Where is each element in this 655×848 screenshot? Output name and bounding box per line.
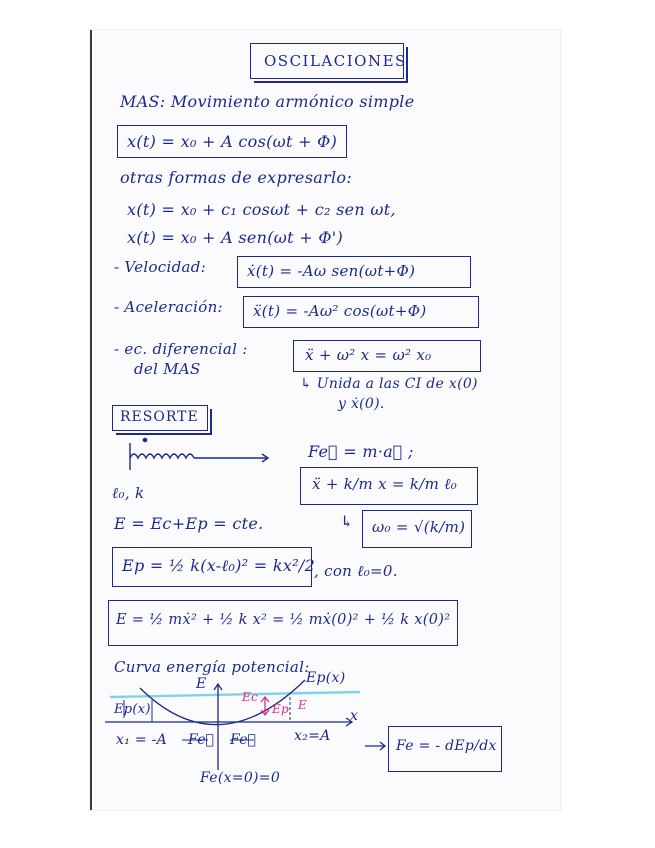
resorte-heading: RESORTE — [120, 409, 199, 425]
acceleration-label: - Aceleración: — [114, 298, 223, 316]
fe-equation: Fe⃗ = m·a⃗ ; — [308, 442, 414, 461]
page-title: OSCILACIONES — [264, 52, 407, 70]
energy-equation: E = Ec+Ep = cte. — [114, 514, 264, 533]
fe-left-label: Fe⃗ — [188, 732, 215, 748]
x-axis-label: x — [350, 708, 359, 724]
fe-deriv-equation: Fe = - dEp/dx — [396, 738, 497, 754]
curve-heading: Curva energía potencial: — [114, 658, 310, 676]
e-axis-label: E — [196, 676, 207, 692]
ep-left-label: Ep(x) — [114, 702, 151, 717]
unique-note-2: y ẋ(0). — [338, 396, 385, 412]
velocity-label: - Velocidad: — [114, 258, 206, 276]
velocity-equation: ẋ(t) = -Aω sen(ωt+Φ) — [247, 262, 416, 280]
spring-icon — [130, 438, 268, 470]
mas-heading: MAS: Movimiento armónico simple — [120, 92, 415, 111]
epx-curve-label: Ep(x) — [306, 670, 346, 686]
ec-label: Ec — [242, 690, 259, 704]
omega-equation: ω₀ = √(k/m) — [372, 518, 466, 536]
diff-eq-label-2: del MAS — [134, 360, 201, 378]
spring-equation: ẍ + k/m x = k/m ℓ₀ — [312, 475, 458, 493]
ep-condition: , con ℓ₀=0. — [314, 562, 398, 580]
diff-equation: ẍ + ω² x = ω² x₀ — [305, 346, 432, 364]
other-forms-label: otras formas de expresarlo: — [120, 168, 353, 187]
ep-equation: Ep = ½ k(x-ℓ₀)² = kx²/2 — [122, 556, 316, 575]
fe-right-label: Fe⃗ — [230, 732, 257, 748]
form-1: x(t) = x₀ + c₁ cosωt + c₂ sen ωt, — [127, 200, 396, 219]
form-2: x(t) = x₀ + A sen(ωt + Φ') — [127, 228, 344, 247]
x1-label: x₁ = -A — [116, 732, 168, 748]
diff-eq-label-1: - ec. diferencial : — [114, 340, 248, 358]
fe-zero-label: Fe(x=0)=0 — [200, 770, 281, 786]
omega-arrow: ↳ — [340, 512, 354, 531]
e-label: E — [298, 698, 308, 712]
x2-label: x₂=A — [294, 728, 331, 744]
acceleration-equation: ẍ(t) = -Aω² cos(ωt+Φ) — [253, 302, 427, 320]
main-equation: x(t) = x₀ + A cos(ωt + Φ) — [127, 132, 338, 151]
unique-note-1: ↳ Unida a las CI de x(0) — [300, 376, 478, 392]
total-energy-equation: E = ½ mẋ² + ½ k x² = ½ mẋ(0)² + ½ k x(0)² — [116, 612, 451, 628]
spring-params: ℓ₀, k — [112, 484, 145, 502]
ep-label: Ep — [272, 702, 290, 716]
